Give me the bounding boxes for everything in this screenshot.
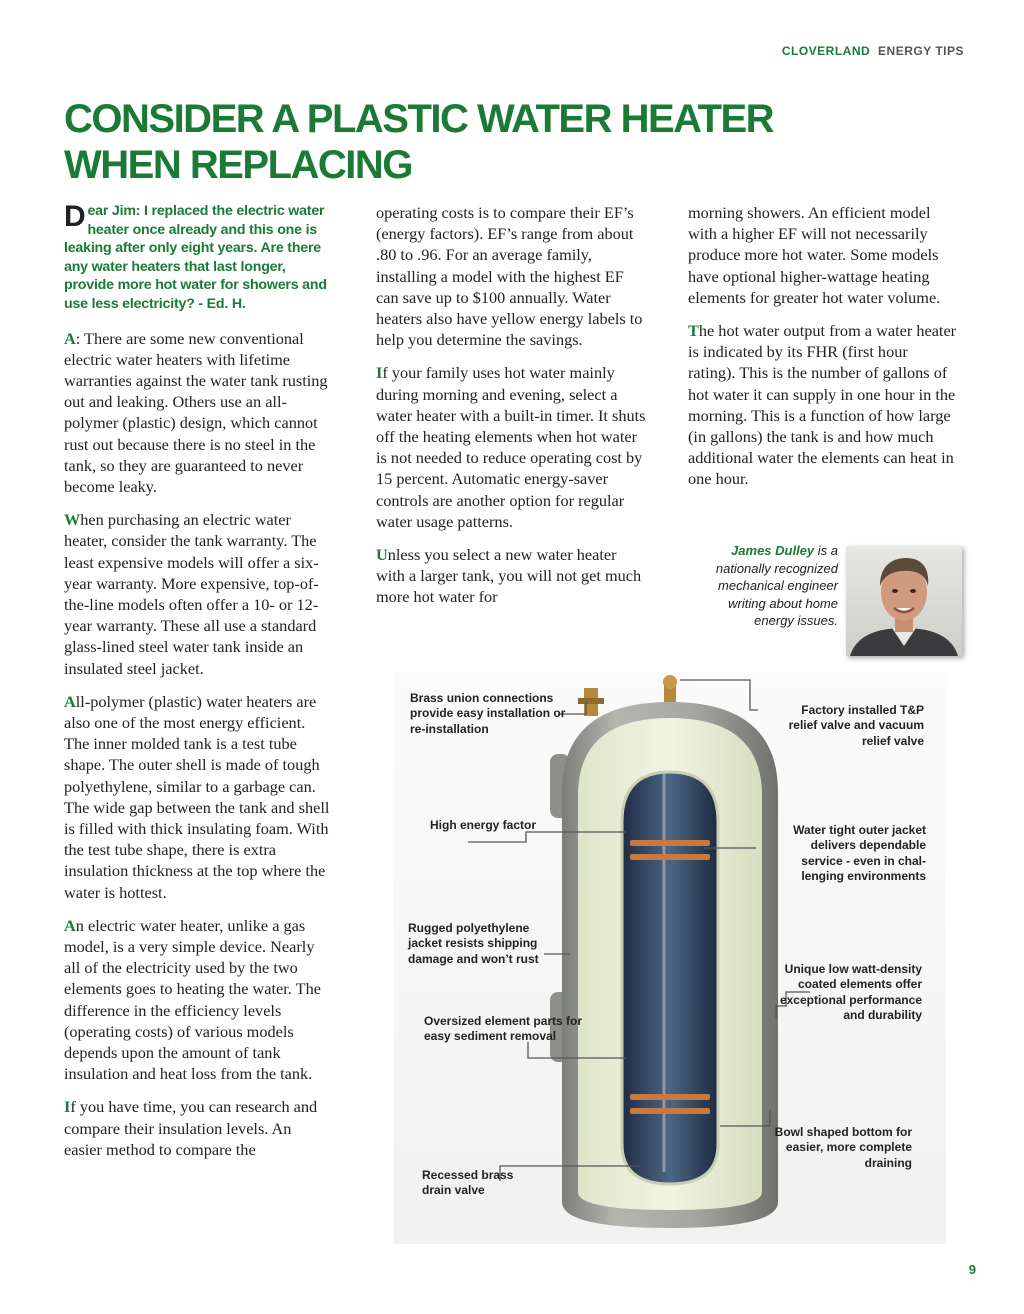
paragraph — [64, 328, 332, 498]
para-initial: I — [64, 1097, 71, 1117]
label-brass-union: Brass union connections provide easy installation or re-installation — [410, 691, 566, 736]
para-initial: W — [64, 510, 81, 530]
label-watertight-jacket: Water tight outer jacket delivers dependable service - even in chal-lenging environments — [793, 823, 926, 883]
label-oversized-elements: Oversized element parts for easy sediment removal — [424, 1014, 583, 1044]
para-initial: U — [376, 545, 388, 565]
label-low-watt-elements: Unique low watt-density coated elements offer exceptional performance and durability — [779, 962, 922, 1022]
header-section: ENERGY TIPS — [878, 44, 964, 58]
para-text: he hot water output from a water heater is indicated by its FHR (first hour rating). This is the number of gallons of hot water it can supply in one hour in the morning. This is a function of how large (in gallons) the tank is and how much additional water the elements can heat in one hour. — [688, 321, 957, 489]
label-bowl-bottom: Bowl shaped bottom for easier, more complete draining — [774, 1125, 912, 1170]
label-factory-tp-valve: Factory installed T&P relief valve and vacuum relief valve — [788, 703, 924, 748]
para-text: operating costs is to compare their EF’s (energy factors). EF’s range from about .80 to .96. For an average family, installing a model with the highest EF can save up to $100 annually. Water heaters also have yellow energy labels to help you determine the savings. — [376, 203, 643, 350]
paragraph — [688, 202, 958, 308]
author-bio — [690, 542, 838, 630]
para-initial: A — [64, 328, 76, 348]
question-dropcap: D — [64, 200, 86, 233]
para-initial: I — [376, 363, 383, 383]
para-text: morning showers. An efficient model with a higher EF will not necessarily produce more hot water. Some models have optional higher-wattage heating elements for greater hot water volume. — [688, 203, 941, 307]
para-initial: T — [688, 321, 699, 341]
paragraph — [64, 1096, 332, 1160]
label-rugged-jacket: Rugged polyethylene jacket resists shipping damage and won’t rust — [408, 921, 539, 966]
title-line-2: WHEN REPLACING — [64, 143, 412, 187]
paragraph — [64, 509, 332, 679]
para-text: hen purchasing an electric water heater, consider the tank warranty. The least expensive models will offer a six-year warranty. More expensive, top-of-the-line models often offer a 10- or 12-year warranty. These all use a standard glass-lined steel water tank inside an insulated steel jacket. — [64, 510, 319, 678]
para-text: f you have time, you can research and compare their insulation levels. An easier method to compare the — [64, 1097, 318, 1159]
para-initial: A — [64, 915, 76, 935]
para-text: f your family uses hot water mainly during morning and evening, select a water heater with a built-in timer. It shuts off the heating elements when hot water is not needed to reduce operating cost by 15 percent. Automatic energy-saver controls are another option for regular water usage patterns. — [376, 363, 646, 531]
para-text: n electric water heater, unlike a gas model, is a very simple device. Nearly all of the electricity used by the two elements goes to heating the water. The difference in the efficiency levels (operating costs) of various models depends upon the amount of tank insulation and heat loss from the tank. — [64, 915, 321, 1084]
header-brand: CLOVERLAND — [781, 44, 871, 58]
page-number: 9 — [968, 1262, 976, 1277]
para-text: ll-polymer (plastic) water heaters are also one of the most energy efficient. The inner molded tank is a test tube shape. The outer shell is made of tough polyethylene, similar to a garbage can. The wide gap between the tank and shell is filled with thick insulating foam. With the test tube shape, there is extra insulation thickness at the top where the water is hottest. — [64, 691, 330, 902]
author-name: James Dulley — [731, 543, 815, 558]
title-line-1: CONSIDER A PLASTIC WATER HEATER — [64, 97, 774, 141]
column-3 — [688, 202, 958, 502]
paragraph — [376, 362, 646, 532]
paragraph — [376, 544, 646, 608]
column-2 — [376, 202, 646, 620]
para-initial: A — [64, 691, 76, 711]
label-high-energy: High energy factor — [430, 818, 537, 832]
paragraph — [64, 915, 332, 1085]
reader-question — [64, 202, 332, 314]
para-text: : There are some new conventional electric water heaters with lifetime warranties against the water tank rusting out and leaking. Others use an all-polymer (plastic) design, which cannot rust out because there is no steel in the tank, so they are guaranteed to never become leaky. — [64, 328, 328, 496]
para-text: nless you select a new water heater with a larger tank, you will not get much more hot water for — [376, 545, 642, 607]
author-photo — [846, 546, 962, 656]
question-text: ear Jim: I replaced the electric water heater once already and this one is leaking after only eight years. Are there any water heaters that last longer, provide more hot water for showers and use less electricity? - Ed. H. — [64, 203, 327, 312]
page-header — [782, 44, 964, 58]
paragraph — [688, 320, 958, 490]
column-1 — [64, 202, 332, 1172]
author-bio-text: is a nationally recognized mechanical engineer writing about home energy issues. — [715, 543, 838, 628]
paragraph — [376, 202, 646, 350]
label-recessed-drain: Recessed brass drain valve — [422, 1168, 514, 1198]
author-portrait-image — [846, 546, 962, 656]
paragraph — [64, 691, 332, 903]
water-heater-diagram — [394, 672, 946, 1244]
article-title — [64, 96, 784, 188]
